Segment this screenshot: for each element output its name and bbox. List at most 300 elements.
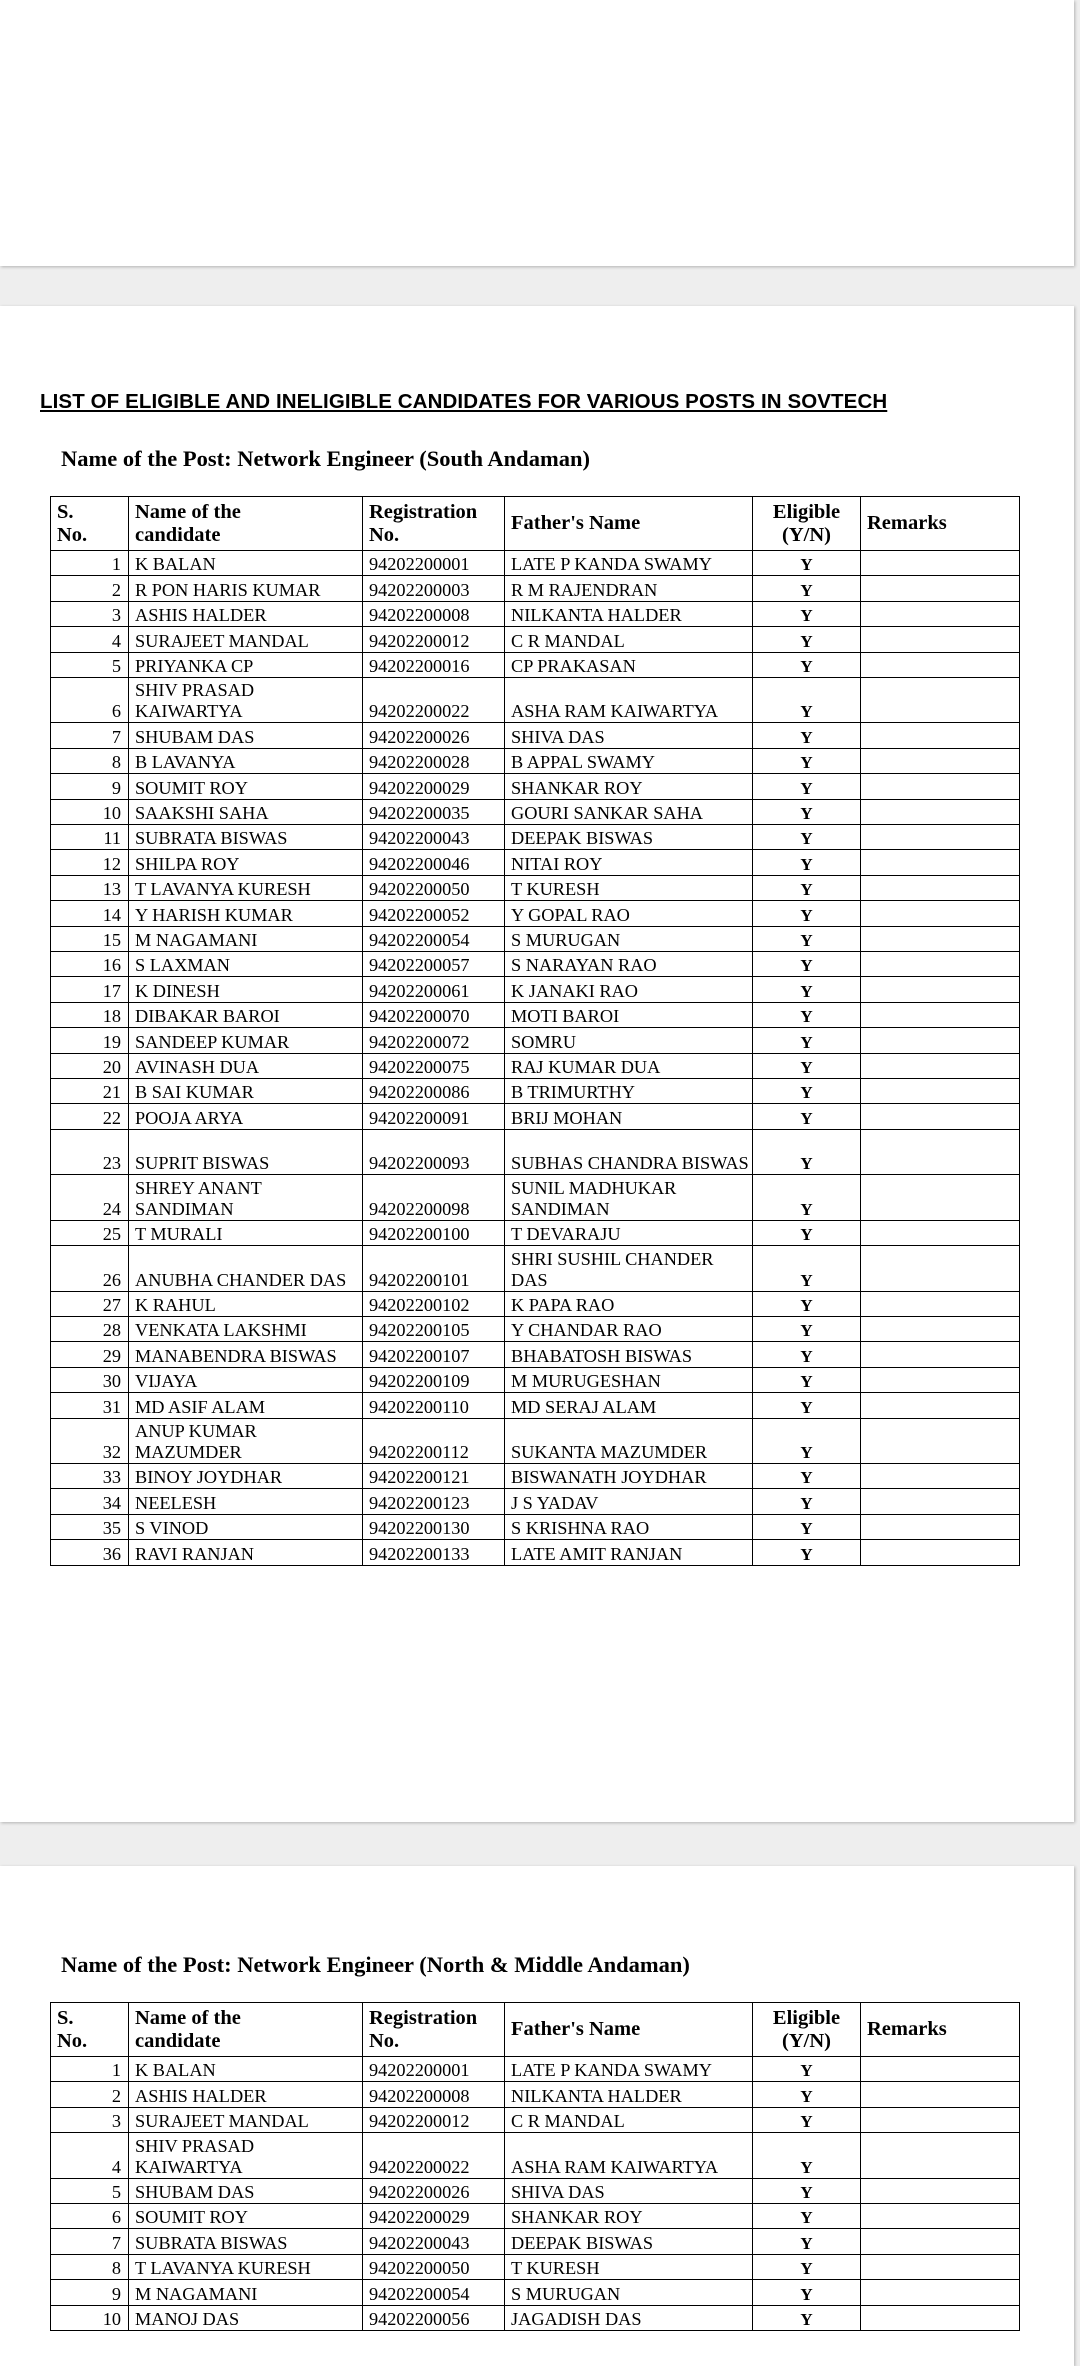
cell-registration-no: 94202200022	[363, 2133, 505, 2179]
cell-remarks	[861, 677, 1020, 723]
cell-eligible: Y	[753, 1489, 861, 1514]
cell-remarks	[861, 1514, 1020, 1539]
cell-father-name: SHIVA DAS	[505, 723, 753, 748]
cell-eligible: Y	[753, 551, 861, 576]
cell-eligible: Y	[753, 2082, 861, 2107]
cell-remarks	[861, 1291, 1020, 1316]
cell-father-name: DEEPAK BISWAS	[505, 825, 753, 850]
cell-registration-no: 94202200112	[363, 1418, 505, 1464]
cell-registration-no: 94202200050	[363, 2254, 505, 2279]
cell-candidate-name: ASHIS HALDER	[129, 2082, 363, 2107]
cell-candidate-name: SOUMIT ROY	[129, 2204, 363, 2229]
cell-father-name: K PAPA RAO	[505, 1291, 753, 1316]
header-registration: Registration No.	[363, 2003, 505, 2057]
cell-father-name: T KURESH	[505, 875, 753, 900]
cell-sno: 8	[51, 748, 129, 773]
cell-eligible: Y	[753, 1246, 861, 1292]
cell-remarks	[861, 951, 1020, 976]
cell-registration-no: 94202200110	[363, 1393, 505, 1418]
cell-sno: 25	[51, 1220, 129, 1245]
cell-registration-no: 94202200100	[363, 1220, 505, 1245]
header-eligible: Eligible (Y/N)	[753, 497, 861, 551]
cell-sno: 5	[51, 652, 129, 677]
cell-father-name: LATE P KANDA SWAMY	[505, 551, 753, 576]
cell-sno: 11	[51, 825, 129, 850]
cell-sno: 3	[51, 2107, 129, 2132]
cell-candidate-name: SHILPA ROY	[129, 850, 363, 875]
cell-remarks	[861, 1053, 1020, 1078]
header-name: Name of the candidate	[129, 497, 363, 551]
cell-registration-no: 94202200026	[363, 723, 505, 748]
table-row	[51, 774, 1020, 799]
table-row	[51, 850, 1020, 875]
cell-sno: 24	[51, 1175, 129, 1221]
cell-remarks	[861, 774, 1020, 799]
cell-registration-no: 94202200105	[363, 1316, 505, 1341]
cell-remarks	[861, 1104, 1020, 1129]
cell-father-name: GOURI SANKAR SAHA	[505, 799, 753, 824]
cell-father-name: J S YADAV	[505, 1489, 753, 1514]
table-row	[51, 1246, 1020, 1292]
cell-registration-no: 94202200012	[363, 2107, 505, 2132]
cell-sno: 16	[51, 951, 129, 976]
table-row	[51, 576, 1020, 601]
cell-registration-no: 94202200123	[363, 1489, 505, 1514]
cell-candidate-name: VENKATA LAKSHMI	[129, 1316, 363, 1341]
cell-candidate-name: B SAI KUMAR	[129, 1078, 363, 1103]
cell-remarks	[861, 2305, 1020, 2330]
cell-eligible: Y	[753, 652, 861, 677]
cell-father-name: B APPAL SWAMY	[505, 748, 753, 773]
cell-registration-no: 94202200109	[363, 1367, 505, 1392]
cell-registration-no: 94202200130	[363, 1514, 505, 1539]
cell-father-name: K JANAKI RAO	[505, 977, 753, 1002]
cell-remarks	[861, 2057, 1020, 2082]
cell-sno: 14	[51, 901, 129, 926]
cell-sno: 26	[51, 1246, 129, 1292]
cell-registration-no: 94202200098	[363, 1175, 505, 1221]
cell-registration-no: 94202200054	[363, 926, 505, 951]
cell-father-name: MOTI BAROI	[505, 1002, 753, 1027]
table-row	[51, 601, 1020, 626]
cell-remarks	[861, 601, 1020, 626]
cell-sno: 31	[51, 1393, 129, 1418]
cell-registration-no: 94202200008	[363, 601, 505, 626]
cell-eligible: Y	[753, 1078, 861, 1103]
cell-remarks	[861, 2133, 1020, 2179]
cell-candidate-name: SHREY ANANT SANDIMAN	[129, 1175, 363, 1221]
cell-remarks	[861, 799, 1020, 824]
cell-father-name: Y CHANDAR RAO	[505, 1316, 753, 1341]
cell-sno: 30	[51, 1367, 129, 1392]
table-row	[51, 1393, 1020, 1418]
cell-remarks	[861, 2178, 1020, 2203]
cell-remarks	[861, 1220, 1020, 1245]
cell-father-name: SHIVA DAS	[505, 2178, 753, 2203]
cell-eligible: Y	[753, 850, 861, 875]
cell-sno: 2	[51, 576, 129, 601]
header-remarks: Remarks	[861, 497, 1020, 551]
cell-eligible: Y	[753, 2057, 861, 2082]
cell-eligible: Y	[753, 875, 861, 900]
cell-father-name: BRIJ MOHAN	[505, 1104, 753, 1129]
table-row	[51, 799, 1020, 824]
cell-eligible: Y	[753, 977, 861, 1002]
cell-registration-no: 94202200070	[363, 1002, 505, 1027]
cell-remarks	[861, 748, 1020, 773]
table-row	[51, 901, 1020, 926]
cell-father-name: T DEVARAJU	[505, 1220, 753, 1245]
cell-candidate-name: ANUBHA CHANDER DAS	[129, 1246, 363, 1292]
cell-candidate-name: SOUMIT ROY	[129, 774, 363, 799]
cell-candidate-name: SHIV PRASAD KAIWARTYA	[129, 2133, 363, 2179]
table-row	[51, 1002, 1020, 1027]
table-row	[51, 825, 1020, 850]
cell-sno: 17	[51, 977, 129, 1002]
cell-registration-no: 94202200029	[363, 774, 505, 799]
cell-remarks	[861, 1316, 1020, 1341]
cell-registration-no: 94202200093	[363, 1129, 505, 1175]
cell-registration-no: 94202200022	[363, 677, 505, 723]
cell-remarks	[861, 1129, 1020, 1175]
cell-eligible: Y	[753, 1342, 861, 1367]
cell-eligible: Y	[753, 774, 861, 799]
document-title: LIST OF ELIGIBLE AND INELIGIBLE CANDIDATES FOR VARIOUS POSTS IN SOVTECH	[40, 390, 888, 413]
cell-sno: 23	[51, 1129, 129, 1175]
cell-sno: 33	[51, 1464, 129, 1489]
cell-candidate-name: POOJA ARYA	[129, 1104, 363, 1129]
cell-remarks	[861, 977, 1020, 1002]
table-row	[51, 2133, 1020, 2179]
cell-eligible: Y	[753, 2107, 861, 2132]
table-row	[51, 2305, 1020, 2330]
table-row	[51, 1028, 1020, 1053]
cell-remarks	[861, 2229, 1020, 2254]
candidates-table-north-middle-andaman	[50, 2002, 1020, 2331]
cell-father-name: LATE P KANDA SWAMY	[505, 2057, 753, 2082]
cell-eligible: Y	[753, 1175, 861, 1221]
cell-candidate-name: K RAHUL	[129, 1291, 363, 1316]
cell-sno: 29	[51, 1342, 129, 1367]
cell-candidate-name: SUBRATA BISWAS	[129, 2229, 363, 2254]
cell-sno: 9	[51, 774, 129, 799]
cell-registration-no: 94202200016	[363, 652, 505, 677]
cell-remarks	[861, 627, 1020, 652]
cell-candidate-name: SURAJEET MANDAL	[129, 627, 363, 652]
cell-father-name: NILKANTA HALDER	[505, 601, 753, 626]
cell-eligible: Y	[753, 2229, 861, 2254]
cell-registration-no: 94202200003	[363, 576, 505, 601]
cell-eligible: Y	[753, 951, 861, 976]
cell-eligible: Y	[753, 1540, 861, 1565]
table-row	[51, 1053, 1020, 1078]
cell-registration-no: 94202200121	[363, 1464, 505, 1489]
cell-sno: 28	[51, 1316, 129, 1341]
cell-candidate-name: K BALAN	[129, 2057, 363, 2082]
cell-father-name: ASHA RAM KAIWARTYA	[505, 2133, 753, 2179]
cell-remarks	[861, 1028, 1020, 1053]
cell-father-name: S MURUGAN	[505, 2280, 753, 2305]
cell-father-name: C R MANDAL	[505, 627, 753, 652]
cell-registration-no: 94202200008	[363, 2082, 505, 2107]
cell-candidate-name: S VINOD	[129, 1514, 363, 1539]
cell-candidate-name: SHUBAM DAS	[129, 2178, 363, 2203]
cell-sno: 15	[51, 926, 129, 951]
cell-sno: 18	[51, 1002, 129, 1027]
table-row	[51, 2229, 1020, 2254]
table-row	[51, 2057, 1020, 2082]
cell-eligible: Y	[753, 1418, 861, 1464]
cell-sno: 35	[51, 1514, 129, 1539]
cell-father-name: BHABATOSH BISWAS	[505, 1342, 753, 1367]
cell-registration-no: 94202200026	[363, 2178, 505, 2203]
cell-father-name: C R MANDAL	[505, 2107, 753, 2132]
cell-remarks	[861, 652, 1020, 677]
table-header-row	[51, 2003, 1020, 2057]
cell-sno: 21	[51, 1078, 129, 1103]
cell-candidate-name: SHIV PRASAD KAIWARTYA	[129, 677, 363, 723]
cell-candidate-name: SURAJEET MANDAL	[129, 2107, 363, 2132]
cell-sno: 12	[51, 850, 129, 875]
cell-registration-no: 94202200001	[363, 551, 505, 576]
cell-father-name: SHANKAR ROY	[505, 2204, 753, 2229]
cell-registration-no: 94202200054	[363, 2280, 505, 2305]
cell-candidate-name: T MURALI	[129, 1220, 363, 1245]
cell-father-name: S KRISHNA RAO	[505, 1514, 753, 1539]
table-header-row	[51, 497, 1020, 551]
cell-eligible: Y	[753, 1367, 861, 1392]
cell-registration-no: 94202200086	[363, 1078, 505, 1103]
cell-eligible: Y	[753, 901, 861, 926]
cell-father-name: BISWANATH JOYDHAR	[505, 1464, 753, 1489]
cell-candidate-name: MANABENDRA BISWAS	[129, 1342, 363, 1367]
cell-registration-no: 94202200107	[363, 1342, 505, 1367]
table-row	[51, 1220, 1020, 1245]
cell-eligible: Y	[753, 1220, 861, 1245]
cell-registration-no: 94202200029	[363, 2204, 505, 2229]
table-row	[51, 1489, 1020, 1514]
header-sno: S. No.	[51, 497, 129, 551]
candidates-table-south-andaman	[50, 496, 1020, 1566]
cell-eligible: Y	[753, 1464, 861, 1489]
cell-remarks	[861, 1464, 1020, 1489]
table-row	[51, 2178, 1020, 2203]
cell-sno: 20	[51, 1053, 129, 1078]
table-row	[51, 875, 1020, 900]
table-row	[51, 2107, 1020, 2132]
cell-registration-no: 94202200072	[363, 1028, 505, 1053]
cell-remarks	[861, 2107, 1020, 2132]
cell-father-name: Y GOPAL RAO	[505, 901, 753, 926]
cell-remarks	[861, 1175, 1020, 1221]
cell-sno: 3	[51, 601, 129, 626]
table-row	[51, 1464, 1020, 1489]
cell-sno: 32	[51, 1418, 129, 1464]
cell-remarks	[861, 2082, 1020, 2107]
cell-remarks	[861, 1540, 1020, 1565]
cell-sno: 6	[51, 677, 129, 723]
cell-remarks	[861, 901, 1020, 926]
header-sno: S. No.	[51, 2003, 129, 2057]
table-row	[51, 551, 1020, 576]
cell-remarks	[861, 1393, 1020, 1418]
header-father-name: Father's Name	[505, 2003, 753, 2057]
table-row	[51, 1175, 1020, 1221]
cell-remarks	[861, 1367, 1020, 1392]
cell-candidate-name: PRIYANKA CP	[129, 652, 363, 677]
cell-eligible: Y	[753, 748, 861, 773]
cell-remarks	[861, 1002, 1020, 1027]
cell-sno: 1	[51, 551, 129, 576]
cell-father-name: S NARAYAN RAO	[505, 951, 753, 976]
cell-remarks	[861, 2254, 1020, 2279]
table-row	[51, 1316, 1020, 1341]
cell-candidate-name: ASHIS HALDER	[129, 601, 363, 626]
cell-eligible: Y	[753, 2178, 861, 2203]
cell-remarks	[861, 825, 1020, 850]
cell-eligible: Y	[753, 1129, 861, 1175]
cell-father-name: T KURESH	[505, 2254, 753, 2279]
cell-eligible: Y	[753, 1028, 861, 1053]
cell-sno: 9	[51, 2280, 129, 2305]
cell-candidate-name: VIJAYA	[129, 1367, 363, 1392]
cell-eligible: Y	[753, 1514, 861, 1539]
cell-sno: 13	[51, 875, 129, 900]
cell-father-name: SUNIL MADHUKAR SANDIMAN	[505, 1175, 753, 1221]
cell-candidate-name: T LAVANYA KURESH	[129, 875, 363, 900]
cell-eligible: Y	[753, 723, 861, 748]
cell-sno: 7	[51, 723, 129, 748]
cell-father-name: B TRIMURTHY	[505, 1078, 753, 1103]
cell-registration-no: 94202200035	[363, 799, 505, 824]
table-row	[51, 1129, 1020, 1175]
cell-remarks	[861, 1489, 1020, 1514]
cell-eligible: Y	[753, 2305, 861, 2330]
cell-candidate-name: BINOY JOYDHAR	[129, 1464, 363, 1489]
cell-father-name: MD SERAJ ALAM	[505, 1393, 753, 1418]
cell-candidate-name: K BALAN	[129, 551, 363, 576]
cell-father-name: SHANKAR ROY	[505, 774, 753, 799]
table-row	[51, 2280, 1020, 2305]
cell-candidate-name: SUPRIT BISWAS	[129, 1129, 363, 1175]
cell-candidate-name: T LAVANYA KURESH	[129, 2254, 363, 2279]
cell-registration-no: 94202200091	[363, 1104, 505, 1129]
cell-registration-no: 94202200043	[363, 825, 505, 850]
cell-father-name: R M RAJENDRAN	[505, 576, 753, 601]
cell-remarks	[861, 2204, 1020, 2229]
table-row	[51, 677, 1020, 723]
cell-father-name: SHRI SUSHIL CHANDER DAS	[505, 1246, 753, 1292]
cell-sno: 10	[51, 799, 129, 824]
table-row	[51, 1078, 1020, 1103]
table-row	[51, 723, 1020, 748]
table-row	[51, 2204, 1020, 2229]
cell-registration-no: 94202200057	[363, 951, 505, 976]
cell-eligible: Y	[753, 601, 861, 626]
cell-registration-no: 94202200052	[363, 901, 505, 926]
cell-registration-no: 94202200056	[363, 2305, 505, 2330]
cell-candidate-name: NEELESH	[129, 1489, 363, 1514]
cell-registration-no: 94202200075	[363, 1053, 505, 1078]
cell-remarks	[861, 723, 1020, 748]
cell-sno: 22	[51, 1104, 129, 1129]
table-row	[51, 1514, 1020, 1539]
cell-candidate-name: SUBRATA BISWAS	[129, 825, 363, 850]
cell-sno: 8	[51, 2254, 129, 2279]
cell-father-name: SUBHAS CHANDRA BISWAS	[505, 1129, 753, 1175]
cell-sno: 10	[51, 2305, 129, 2330]
table-row	[51, 627, 1020, 652]
cell-eligible: Y	[753, 2280, 861, 2305]
cell-remarks	[861, 576, 1020, 601]
cell-father-name: JAGADISH DAS	[505, 2305, 753, 2330]
cell-candidate-name: SANDEEP KUMAR	[129, 1028, 363, 1053]
cell-registration-no: 94202200046	[363, 850, 505, 875]
cell-father-name: M MURUGESHAN	[505, 1367, 753, 1392]
cell-registration-no: 94202200043	[363, 2229, 505, 2254]
cell-candidate-name: RAVI RANJAN	[129, 1540, 363, 1565]
cell-eligible: Y	[753, 677, 861, 723]
table-row	[51, 1540, 1020, 1565]
table-row	[51, 2254, 1020, 2279]
cell-father-name: CP PRAKASAN	[505, 652, 753, 677]
cell-father-name: SUKANTA MAZUMDER	[505, 1418, 753, 1464]
cell-candidate-name: MANOJ DAS	[129, 2305, 363, 2330]
cell-candidate-name: M NAGAMANI	[129, 2280, 363, 2305]
table-row	[51, 652, 1020, 677]
cell-candidate-name: B LAVANYA	[129, 748, 363, 773]
cell-sno: 19	[51, 1028, 129, 1053]
cell-candidate-name: SAAKSHI SAHA	[129, 799, 363, 824]
cell-registration-no: 94202200028	[363, 748, 505, 773]
cell-eligible: Y	[753, 576, 861, 601]
cell-registration-no: 94202200101	[363, 1246, 505, 1292]
cell-registration-no: 94202200001	[363, 2057, 505, 2082]
cell-sno: 1	[51, 2057, 129, 2082]
table-row	[51, 926, 1020, 951]
cell-remarks	[861, 875, 1020, 900]
cell-eligible: Y	[753, 2204, 861, 2229]
table-row	[51, 1418, 1020, 1464]
post-title-north-middle-andaman: Name of the Post: Network Engineer (North & Middle Andaman)	[61, 1952, 690, 1977]
table-row	[51, 977, 1020, 1002]
cell-registration-no: 94202200012	[363, 627, 505, 652]
cell-eligible: Y	[753, 1291, 861, 1316]
cell-eligible: Y	[753, 627, 861, 652]
cell-eligible: Y	[753, 926, 861, 951]
cell-eligible: Y	[753, 1393, 861, 1418]
cell-father-name: NITAI ROY	[505, 850, 753, 875]
cell-sno: 27	[51, 1291, 129, 1316]
cell-candidate-name: Y HARISH KUMAR	[129, 901, 363, 926]
cell-eligible: Y	[753, 1002, 861, 1027]
table-row	[51, 1342, 1020, 1367]
document-page-1	[0, 0, 1074, 266]
cell-remarks	[861, 2280, 1020, 2305]
cell-remarks	[861, 551, 1020, 576]
cell-father-name: LATE AMIT RANJAN	[505, 1540, 753, 1565]
cell-eligible: Y	[753, 825, 861, 850]
cell-candidate-name: R PON HARIS KUMAR	[129, 576, 363, 601]
cell-sno: 6	[51, 2204, 129, 2229]
table-row	[51, 2082, 1020, 2107]
cell-eligible: Y	[753, 1316, 861, 1341]
cell-eligible: Y	[753, 1104, 861, 1129]
cell-remarks	[861, 1342, 1020, 1367]
cell-registration-no: 94202200102	[363, 1291, 505, 1316]
cell-registration-no: 94202200061	[363, 977, 505, 1002]
cell-father-name: S MURUGAN	[505, 926, 753, 951]
